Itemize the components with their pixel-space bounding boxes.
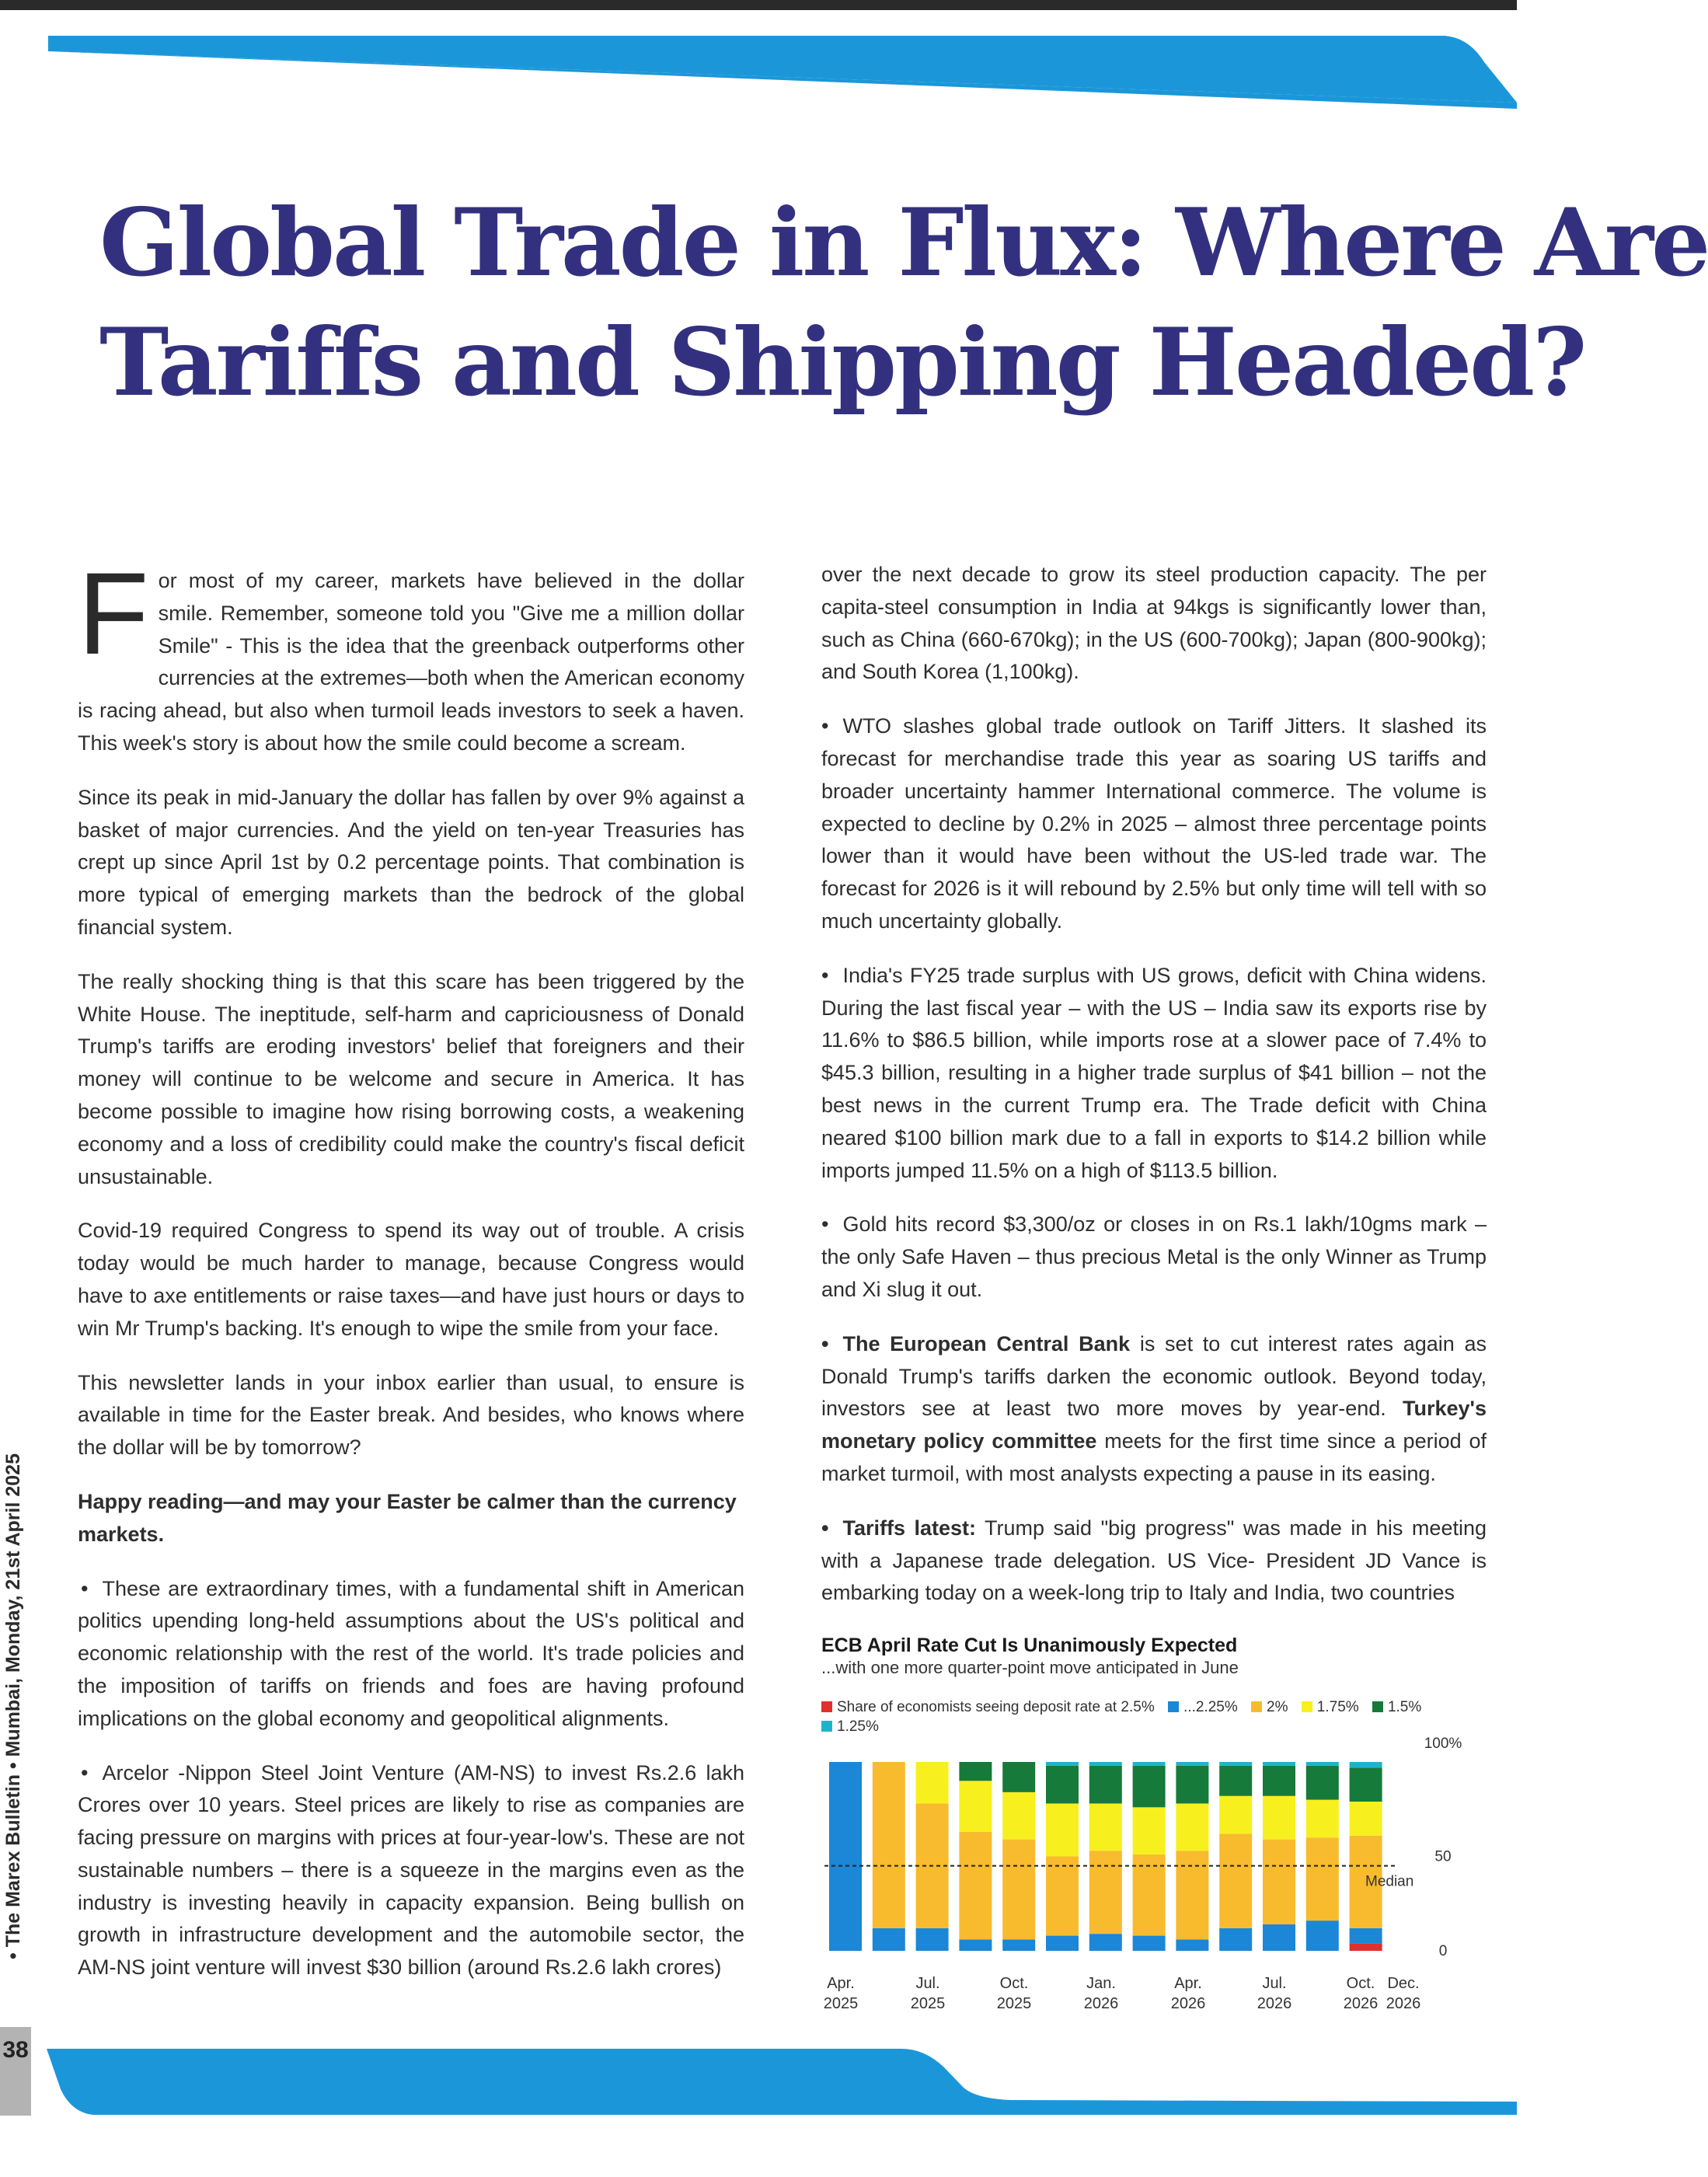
bar-segment	[1133, 1807, 1166, 1854]
legend-label: 1.5%	[1387, 1699, 1422, 1715]
bullet-icon: •	[81, 1760, 89, 1785]
bar-segment	[1263, 1924, 1295, 1951]
bar-segment	[1350, 1762, 1382, 1767]
bar-segment	[1133, 1936, 1166, 1951]
bullet-text: WTO slashes global trade outlook on Tariff Jitters. It slashed its forecast for merchandise trade this year as soaring US tariffs and broader uncertainty hammer International commerce. The volume is expected to decline by 0.2% in 2025 – almost three percentage points lower than it would have been without the US-led trade war. The forecast for 2026 is it will rebound by 2.5% but only time will tell with so much uncertainty globally.	[821, 714, 1487, 933]
bar-segment	[1219, 1796, 1252, 1834]
median-label: Median	[1365, 1873, 1414, 1890]
x-tick-label: 2025	[910, 1995, 946, 2012]
bar-segment	[1306, 1837, 1339, 1921]
y-tick-label: 100%	[1424, 1736, 1462, 1752]
bar-segment	[1219, 1928, 1252, 1951]
bar-segment	[1002, 1762, 1035, 1792]
x-tick-label: 2025	[823, 1995, 859, 2012]
drop-cap: F	[78, 548, 149, 679]
x-tick-label: Dec.	[1387, 1975, 1420, 1992]
bullet-paragraph	[821, 1209, 1487, 1306]
legend-label: 1.75%	[1316, 1699, 1359, 1715]
bullet-icon: •	[821, 1331, 829, 1355]
bar-segment	[1263, 1762, 1295, 1766]
bar-segment	[1219, 1766, 1252, 1796]
title-line-2: Tariffs and Shipping Headed?	[99, 308, 1585, 417]
legend-label: ...2.25%	[1183, 1699, 1238, 1715]
bar-segment	[1350, 1767, 1382, 1802]
bar-segment	[916, 1928, 949, 1951]
bold-term: The European Central Bank	[842, 1331, 1131, 1355]
bullet-text: Arcelor -Nippon Steel Joint Venture (AM-NS) to invest Rs.2.6 lakh Crores over 10 years. Steel prices are likely to rise as companies are facing pressure on margins with prices at four-year-low's. These are not sustainable numbers – there is a squeeze in the margins even as the industry is investing heavily in capacity expansion. Being bullish on growth in infrastructure development and the automobile sector, the AM-NS joint venture will invest $30 billion (around Rs.2.6 lakh crores)	[78, 1760, 744, 1980]
bar-segment	[1306, 1762, 1339, 1766]
x-tick-label: Oct.	[999, 1975, 1029, 1992]
bullet-text: India's FY25 trade surplus with US grows, deficit with China widens. During the last fiscal year – with the US – India saw its exports rise by 11.6% to $86.5 billion, while imports rose at a slower pace of 7.4% to $45.3 billion, resulting in a higher trade surplus of $41 billion – not the best news in the current Trump era. The Trade deficit with China neared $100 billion mark due to a fall in exports to $14.2 billion while imports jumped 11.5% on a high of $113.5 billion.	[821, 963, 1487, 1182]
x-tick-label: Jul.	[1262, 1975, 1287, 1992]
bar-segment	[1089, 1803, 1122, 1851]
bar-segment	[873, 1762, 905, 1928]
bar-segment	[1089, 1934, 1122, 1951]
x-tick-label: Jul.	[915, 1975, 940, 1992]
bar-segment	[1002, 1939, 1035, 1951]
y-tick-label: 50	[1434, 1848, 1452, 1865]
bar-segment	[829, 1762, 862, 1951]
paragraph: The really shocking thing is that this scare has been triggered by the White House. The ineptitude, self-harm and capriciousness of Donald Trump's tariffs are eroding investors' belief that foreigners and their money will continue to be welcome and secure in America. It has become possible to imagine how rising borrowing costs, a weakening economy and a loss of credibility could make the country's fiscal deficit unsustainable.	[78, 969, 744, 1188]
bar-segment	[1046, 1762, 1079, 1766]
x-tick-label: Apr.	[827, 1975, 855, 1992]
bullet-paragraph	[821, 1328, 1487, 1491]
chart-plot	[821, 1634, 1497, 2012]
bold-term: Turkey's monetary policy committee	[821, 1397, 1487, 1453]
bar-segment	[1046, 1803, 1079, 1856]
ecb-rate-chart	[821, 1634, 1497, 2012]
bar-segment	[1046, 1936, 1079, 1951]
bar-segment	[873, 1928, 905, 1951]
bar-segment	[1133, 1762, 1166, 1766]
bullet-icon: •	[821, 963, 829, 987]
x-tick-label: 2026	[1083, 1995, 1119, 2012]
chart-title: ECB April Rate Cut Is Unanimously Expected	[821, 1634, 1238, 1656]
bar-segment	[959, 1832, 992, 1940]
bar-segment	[1002, 1840, 1035, 1940]
x-tick-label: 2025	[996, 1995, 1032, 2012]
bar-segment	[1350, 1943, 1382, 1951]
bar-segment	[1350, 1802, 1382, 1836]
bullet-paragraph	[821, 710, 1487, 938]
bar-segment	[1176, 1939, 1208, 1951]
bullet-paragraph	[78, 1573, 744, 1736]
x-tick-label: Apr.	[1174, 1975, 1202, 1992]
title-line-1: Global Trade in Flux: Where Are	[99, 188, 1708, 298]
bold-term: Tariffs latest:	[842, 1516, 976, 1540]
bar-segment	[959, 1762, 992, 1781]
right-column	[821, 559, 1487, 1610]
x-tick-label: 2026	[1343, 1995, 1379, 2012]
bar-segment	[1176, 1766, 1208, 1804]
paragraph: Since its peak in mid-January the dollar has fallen by over 9% against a basket of major currencies. And the yield on ten-year Treasuries has crept up since April 1st by 0.2 percentage points. That combination is more typical of emerging markets than the bedrock of the global financial system.	[78, 785, 744, 939]
bar-segment	[1219, 1762, 1252, 1766]
chart-subtitle: ...with one more quarter-point move anticipated in June	[821, 1658, 1239, 1677]
bar-segment	[1046, 1766, 1079, 1804]
x-tick-label: Oct.	[1346, 1975, 1375, 1992]
bar-segment	[1176, 1803, 1208, 1851]
bar-segment	[1089, 1766, 1122, 1804]
bullet-icon: •	[821, 714, 829, 738]
bar-segment	[959, 1781, 992, 1832]
bar-segment	[1089, 1762, 1122, 1766]
bullet-text: These are extraordinary times, with a fundamental shift in American politics upending long-held assumptions about the US's political and economic relationship with the rest of the world. It's trade policies and the imposition of tariffs on friends and foes are having profound implications on the global economy and geopolitical alignments.	[78, 1576, 744, 1730]
page-number: 38	[0, 2027, 31, 2116]
paragraph: This newsletter lands in your inbox earlier than usual, to ensure is available in time for the Easter break. And besides, who knows where the dollar will be by tomorrow?	[78, 1370, 744, 1460]
intro-text: or most of my career, markets have believed in the dollar smile. Remember, someone told you "Give me a million dollar Smile" - This is the idea that the greenback outperforms other currencies at the extremes—both when the American economy is racing ahead, but also when turmoil leads investors to seek a haven. This week's story is about how the smile could become a scream.	[78, 569, 744, 755]
publication-sidebar: • The Marex Bulletin • Mumbai, Monday, 21st April 2025	[2, 1453, 24, 1959]
bar-segment	[1350, 1928, 1382, 1943]
x-tick-label: Jan.	[1086, 1975, 1116, 1992]
bar-segment	[1133, 1766, 1166, 1807]
bullet-text: Gold hits record $3,300/oz or closes in on Rs.1 lakh/10gms mark – the only Safe Haven – thus precious Metal is the only Winner as Trump and Xi slug it out.	[821, 1212, 1487, 1301]
highlight-paragraph: Happy reading—and may your Easter be calmer than the currency markets.	[78, 1489, 737, 1546]
article-title	[99, 183, 1708, 423]
y-tick-label: 0	[1438, 1943, 1448, 1959]
bar-segment	[1263, 1840, 1295, 1924]
bullet-paragraph	[78, 1757, 744, 1985]
bar-segment	[1089, 1851, 1122, 1934]
bullet-text: meets for the first time since a period of market turmoil, with most analysts expecting a pause in its easing.	[821, 1429, 1487, 1485]
left-column	[78, 548, 744, 1984]
paragraph: over the next decade to grow its steel production capacity. The per capita-steel consumption in India at 94kgs is significantly lower than, such as China (660-670kg); in the US (600-700kg); Japan (800-900kg); and South Korea (1,100kg).	[821, 563, 1487, 684]
bullet-icon: •	[821, 1212, 829, 1237]
bar-segment	[1263, 1796, 1295, 1840]
bullet-icon: •	[81, 1576, 89, 1600]
bar-segment	[1002, 1792, 1035, 1840]
bullet-paragraph	[821, 1512, 1487, 1610]
legend-label: 2%	[1267, 1699, 1288, 1715]
bullet-paragraph	[821, 960, 1487, 1188]
bar-segment	[959, 1939, 992, 1951]
bar-segment	[916, 1762, 949, 1803]
bullet-text: is set to cut interest rates again as Donald Trump's tariffs darken the economic outlook. Beyond today, investors see at least two more moves by year-end.	[821, 1331, 1487, 1421]
bar-segment	[1219, 1833, 1252, 1928]
legend-label: Share of economists seeing deposit rate at 2.5%	[837, 1699, 1155, 1715]
intro-paragraph	[78, 548, 744, 760]
x-tick-label: 2026	[1386, 1995, 1421, 2012]
bar-segment	[1133, 1854, 1166, 1935]
bar-segment	[1306, 1766, 1339, 1800]
bullet-icon: •	[821, 1516, 829, 1540]
paragraph: Covid-19 required Congress to spend its way out of trouble. A crisis today would be much harder to manage, because Congress would have to axe entitlements or raise taxes—and have just hours or days to win Mr Trump's backing. It's enough to wipe the smile from your face.	[78, 1219, 744, 1340]
bar-segment	[1046, 1857, 1079, 1936]
footer-blue-band	[0, 2041, 1517, 2119]
legend-label: 1.25%	[837, 1718, 879, 1735]
bar-segment	[1176, 1762, 1208, 1766]
x-tick-label: 2026	[1170, 1995, 1206, 2012]
x-tick-label: 2026	[1257, 1995, 1292, 2012]
bullet-text: Trump said "big progress" was made in his meeting with a Japanese trade delegation. US Vice- President JD Vance is embarking today on a week-long trip to Italy and India, two countries	[821, 1516, 1487, 1605]
bar-segment	[1263, 1766, 1295, 1796]
bar-segment	[1306, 1921, 1339, 1951]
header-blue-band	[0, 0, 1517, 109]
bar-segment	[1306, 1800, 1339, 1838]
bar-segment	[1176, 1851, 1208, 1939]
